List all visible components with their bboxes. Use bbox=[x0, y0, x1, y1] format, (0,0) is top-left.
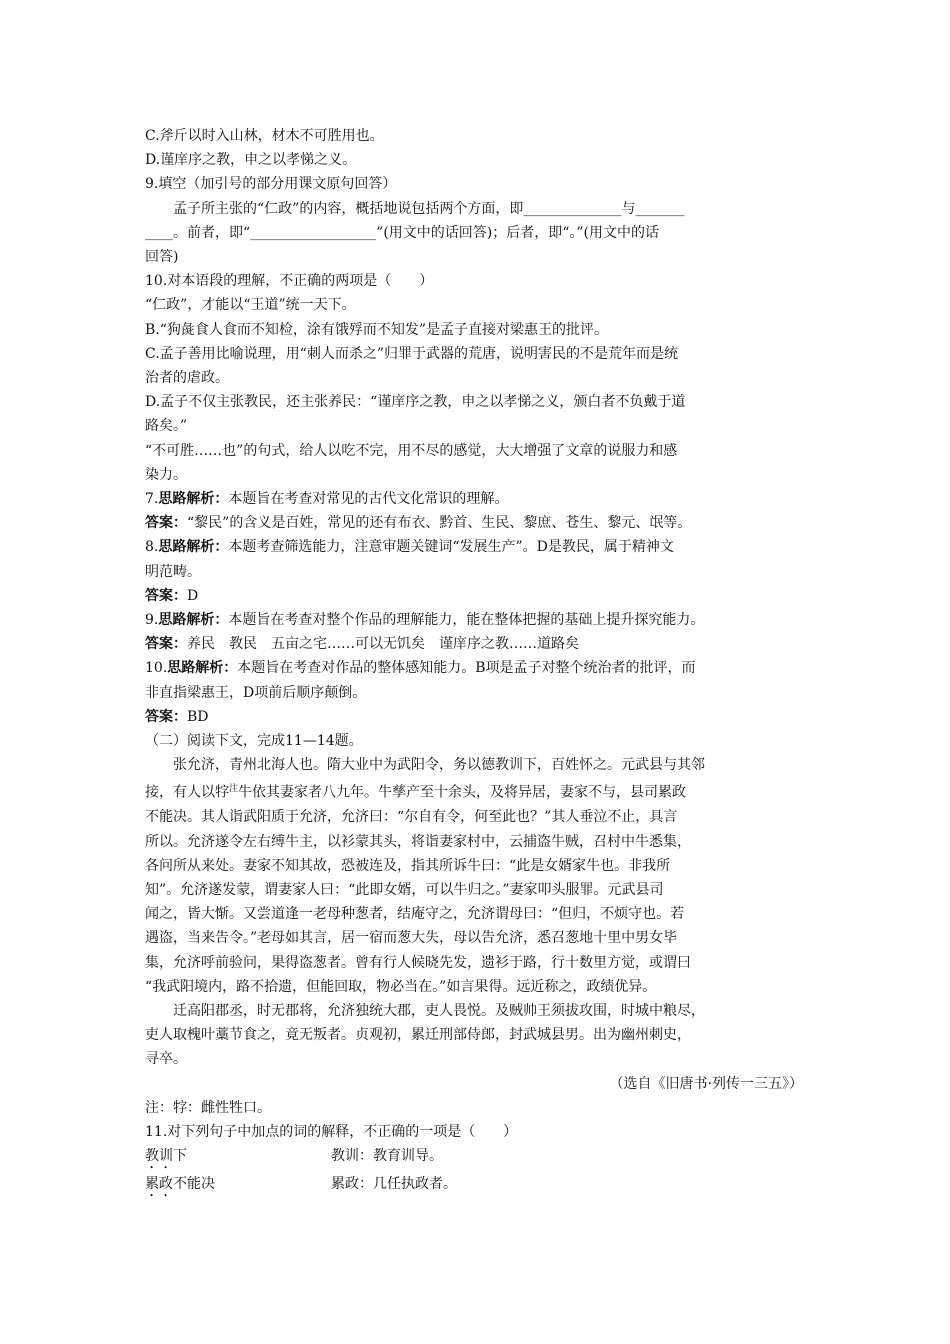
dotted-word: 教训 bbox=[145, 1148, 173, 1165]
answer-label: 答案： bbox=[145, 708, 187, 725]
answer-line bbox=[145, 584, 813, 608]
answer-line bbox=[145, 487, 813, 511]
answer-text: 本题旨在考查对作品的整体感知能力。B项是孟子对整个统治者的批评，而 bbox=[237, 660, 696, 677]
question-10-stem: 10.对本语段的理解，不正确的两项是（ ） bbox=[145, 273, 434, 290]
answer-line bbox=[145, 535, 813, 559]
question-11-item: 教训下 教训：教育训导。 bbox=[145, 1144, 813, 1172]
question-9-stem: 9.填空（加引号的部分用课文原句回答） bbox=[145, 176, 397, 193]
question-10-option: B.“狗彘食人食而不知检，涂有饿殍而不知发”是孟子直接对梁惠王的批评。 bbox=[145, 321, 609, 338]
passage-line: 张允济，青州北海人也。隋大业中为武阳令，务以德教训下，百姓怀之。元武县与其邻 bbox=[173, 757, 705, 774]
fill-paragraph-line: 孟子所主张的“仁政”的内容，概括地说包括两个方面，即______________与_______ bbox=[173, 200, 685, 217]
answer-text: 本题考查筛选能力，注意审题关键词“发展生产”。D是教民，属于精神文 bbox=[228, 539, 674, 556]
fill-paragraph-line: ____。前者，即“__________________”(用文中的话回答)；后者，即“。”(用文中的话 bbox=[145, 224, 660, 241]
passage-line: 闻之，皆大惭。又尝道逢一老母种葱者，结庵守之，允济谓母曰：“但归，不烦守也。若 bbox=[145, 906, 685, 923]
answer-label: 答案： bbox=[145, 636, 187, 653]
answer-line bbox=[145, 511, 813, 535]
document-page bbox=[145, 124, 813, 1200]
passage-line: 各问所从来处。妻家不知其故，恐被连及，指其所诉牛曰：“此是女婿家牛也。非我所 bbox=[145, 857, 671, 874]
answer-text: 本题旨在考查对整个作品的理解能力，能在整体把握的基础上提升探究能力。 bbox=[228, 612, 705, 629]
answer-label: 思路解析： bbox=[158, 539, 229, 556]
answer-label: 思路解析： bbox=[158, 612, 229, 629]
answer-label: 思路解析： bbox=[158, 491, 229, 508]
question-10-option: “不可胜……也”的句式，给人以吃不完，用不尽的感觉，大大增强了文章的说服力和感 bbox=[145, 442, 678, 459]
passage-line: 知”。允济遂发蒙，谓妻家人曰：“此即女婿，可以牛归之。”妻家叩头服罪。元武县司 bbox=[145, 881, 664, 898]
passage-line: “我武阳境内，路不拾遗，但能回取，物必当在。”如言果得。远近称之，政绩优异。 bbox=[145, 978, 657, 995]
answer-label: 答案： bbox=[145, 587, 187, 604]
answer-label: 答案： bbox=[145, 515, 187, 532]
answer-text: D bbox=[187, 587, 199, 604]
answer-line bbox=[145, 656, 813, 680]
option-d-line: D.谨庠序之教，申之以孝悌之义。 bbox=[145, 152, 357, 169]
passage-line: 寻卒。 bbox=[145, 1051, 187, 1068]
answer-line bbox=[145, 608, 813, 632]
passage-line: 不能决。其人诣武阳质于允济，允济曰：“尔自有令，何至此也？”其人垂泣不止，具言 bbox=[145, 809, 678, 826]
answer-number: 7. bbox=[145, 491, 159, 508]
passage-line: 迁高阳郡丞，时无郡将，允济独统大郡，吏人畏悦。及贼帅王须拔攻围，时城中粮尽， bbox=[173, 1002, 705, 1019]
question-10-option: “仁政”，才能以“王道”统一天下。 bbox=[145, 297, 356, 314]
question-10-option: C.孟子善用比喻说理，用“刺人而杀之”归罪于武器的荒唐，说明害民的不是荒年而是统 bbox=[145, 345, 678, 362]
note-marker: 注 bbox=[229, 784, 239, 795]
question-11-stem: 11.对下列句子中加点的词的解释，不正确的一项是（ ） bbox=[145, 1123, 518, 1140]
answer-text: “黎民”的含义是百姓，常见的还有布衣、黔首、生民、黎庶、苍生、黎元、氓等。 bbox=[187, 515, 692, 532]
section-2-title: （二）阅读下文，完成11—14题。 bbox=[145, 733, 363, 750]
answer-number: 9. bbox=[145, 612, 159, 629]
question-10-option: 治者的虐政。 bbox=[145, 370, 229, 387]
answer-line bbox=[145, 560, 813, 584]
question-10-option: 染力。 bbox=[145, 466, 187, 483]
question-10-option: 路矣。” bbox=[145, 418, 188, 435]
answer-number: 10. bbox=[145, 660, 168, 677]
passage-line: 集，允济呼前验问，果得盗葱者。曾有行人候晓先发，遗衫于路，行十数里方觉，或谓曰 bbox=[145, 954, 691, 971]
answer-text: 非直指梁惠王，D项前后顺序颠倒。 bbox=[145, 684, 367, 701]
answer-number: 8. bbox=[145, 539, 159, 556]
question-10-option: D.孟子不仅主张教民，还主张养民：“谨庠序之教，申之以孝悌之义，颁白者不负戴于道 bbox=[145, 394, 686, 411]
answer-line bbox=[145, 705, 813, 729]
passage-line: 接，有人以牸$^注$牛依其妻家者八九年。牛孳产至十余头，及将异居，妻家不与，县司累政 bbox=[145, 784, 687, 802]
answer-text: BD bbox=[187, 708, 209, 725]
passage-line: 所以。允济遂令左右缚牛主，以衫蒙其头，将诣妻家村中，云捕盗牛贼，召村中牛悉集， bbox=[145, 833, 691, 850]
answer-line bbox=[145, 681, 813, 705]
footnote: 注：牸：雌性牲口。 bbox=[145, 1099, 271, 1116]
answer-line bbox=[145, 632, 813, 656]
item-gloss: 教训：教育训导。 bbox=[331, 1148, 443, 1165]
passage-line: 遇盗，当来告令。”老母如其言，居一宿而葱大失，母以告允济，悉召葱地十里中男女毕 bbox=[145, 930, 678, 947]
fill-paragraph-line: 回答) bbox=[145, 249, 179, 266]
question-11-item: 累政不能决 累政：几任执政者。 bbox=[145, 1172, 813, 1200]
answer-label: 思路解析： bbox=[167, 660, 238, 677]
answer-text: 养民 教民 五亩之宅……可以无饥矣 谨庠序之教……道路矣 bbox=[187, 636, 579, 653]
answer-text: 明范畴。 bbox=[145, 563, 201, 580]
option-c-line: C.斧斤以时入山林，材木不可胜用也。 bbox=[145, 128, 384, 144]
dotted-word: 累政 bbox=[145, 1176, 173, 1193]
passage-line: 吏人取槐叶藁节食之，竟无叛者。贞观初，累迁刑部侍郎，封武城县男。出为幽州刺史， bbox=[145, 1027, 691, 1044]
item-gloss: 累政：几任执政者。 bbox=[331, 1176, 457, 1193]
source-citation: （选自《旧唐书·列传一三五》） bbox=[609, 1075, 803, 1092]
answer-text: 本题旨在考查对常见的古代文化常识的理解。 bbox=[228, 491, 509, 508]
